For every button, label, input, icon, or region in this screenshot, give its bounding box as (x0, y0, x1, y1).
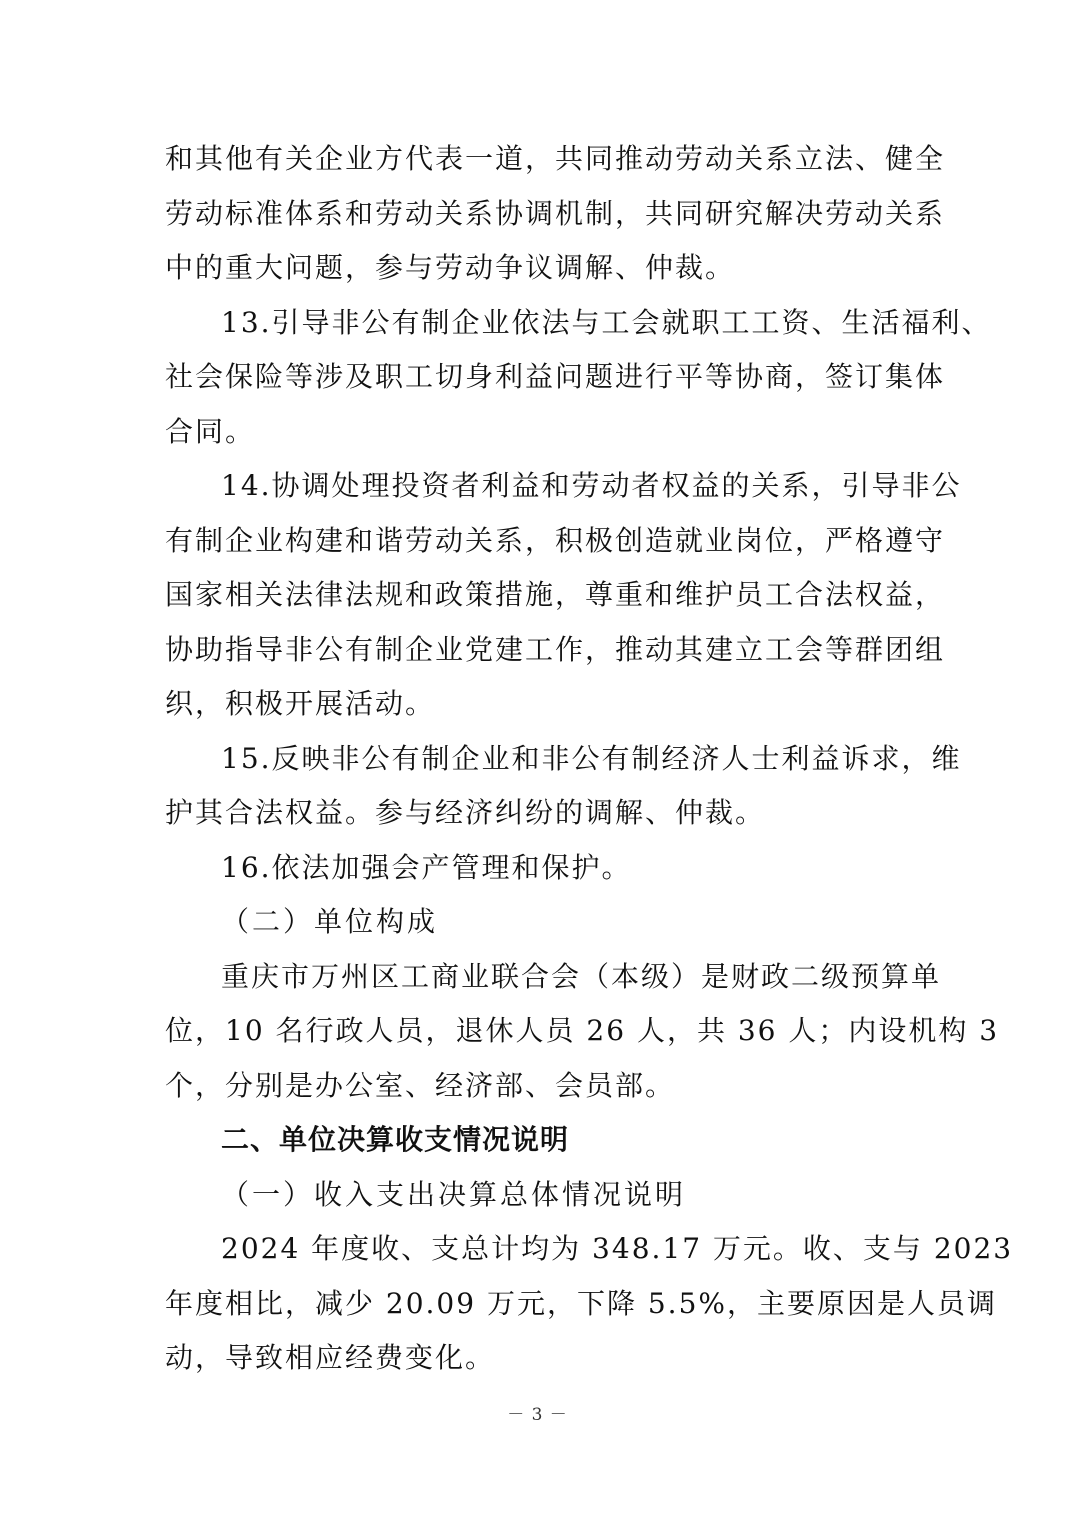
section-subheading-unit-composition: （二）单位构成 (221, 905, 439, 938)
paragraph-line: 劳动标准体系和劳动关系协调机制，共同研究解决劳动关系 (165, 196, 946, 230)
paragraph-line: 中的重大问题，参与劳动争议调解、仲裁。 (165, 251, 736, 284)
paragraph-line: 护其合法权益。参与经济纠纷的调解、仲裁。 (165, 796, 766, 829)
item-14-line: 14.协调处理投资者利益和劳动者权益的关系，引导非公 (221, 469, 962, 502)
item-15-line: 15.反映非公有制企业和非公有制经济人士利益诉求，维 (221, 741, 962, 775)
paragraph-line: 动，导致相应经费变化。 (165, 1341, 496, 1374)
paragraph-line: 重庆市万州区工商业联合会（本级）是财政二级预算单 (221, 959, 942, 993)
paragraph-line: 年度相比，减少 20.09 万元，下降 5.5%，主要原因是人员调 (165, 1286, 997, 1320)
item-13-line: 13.引导非公有制企业依法与工会就职工工资、生活福利、 (221, 305, 992, 339)
paragraph-line: 社会保险等涉及职工切身利益问题进行平等协商，签订集体 (165, 360, 946, 393)
document-body (165, 132, 1014, 1386)
item-16-line: 16.依法加强会产管理和保护。 (221, 850, 632, 884)
paragraph-line: 织，积极开展活动。 (165, 687, 436, 720)
paragraph-line: 合同。 (165, 414, 256, 448)
paragraph-line: 有制企业构建和谐劳动关系，积极创造就业岗位，严格遵守 (165, 523, 946, 557)
section-heading-budget-explanation: 二、单位决算收支情况说明 (221, 1123, 570, 1156)
paragraph-line: 和其他有关企业方代表一道，共同推动劳动关系立法、健全 (165, 142, 946, 175)
page-number: － 3 － (507, 1405, 568, 1425)
section-subheading-income-expense: （一）收入支出决算总体情况说明 (221, 1177, 687, 1211)
paragraph-line: 国家相关法律法规和政策措施，尊重和维护员工合法权益， (165, 578, 946, 611)
paragraph-line: 位，10 名行政人员，退休人员 26 人，共 36 人；内设机构 3 (165, 1014, 1000, 1047)
paragraph-line: 2024 年度收、支总计均为 348.17 万元。收、支与 2023 (221, 1232, 1014, 1265)
paragraph-line: 协助指导非公有制企业党建工作，推动其建立工会等群团组 (165, 632, 946, 666)
paragraph-line: 个，分别是办公室、经济部、会员部。 (165, 1068, 676, 1102)
